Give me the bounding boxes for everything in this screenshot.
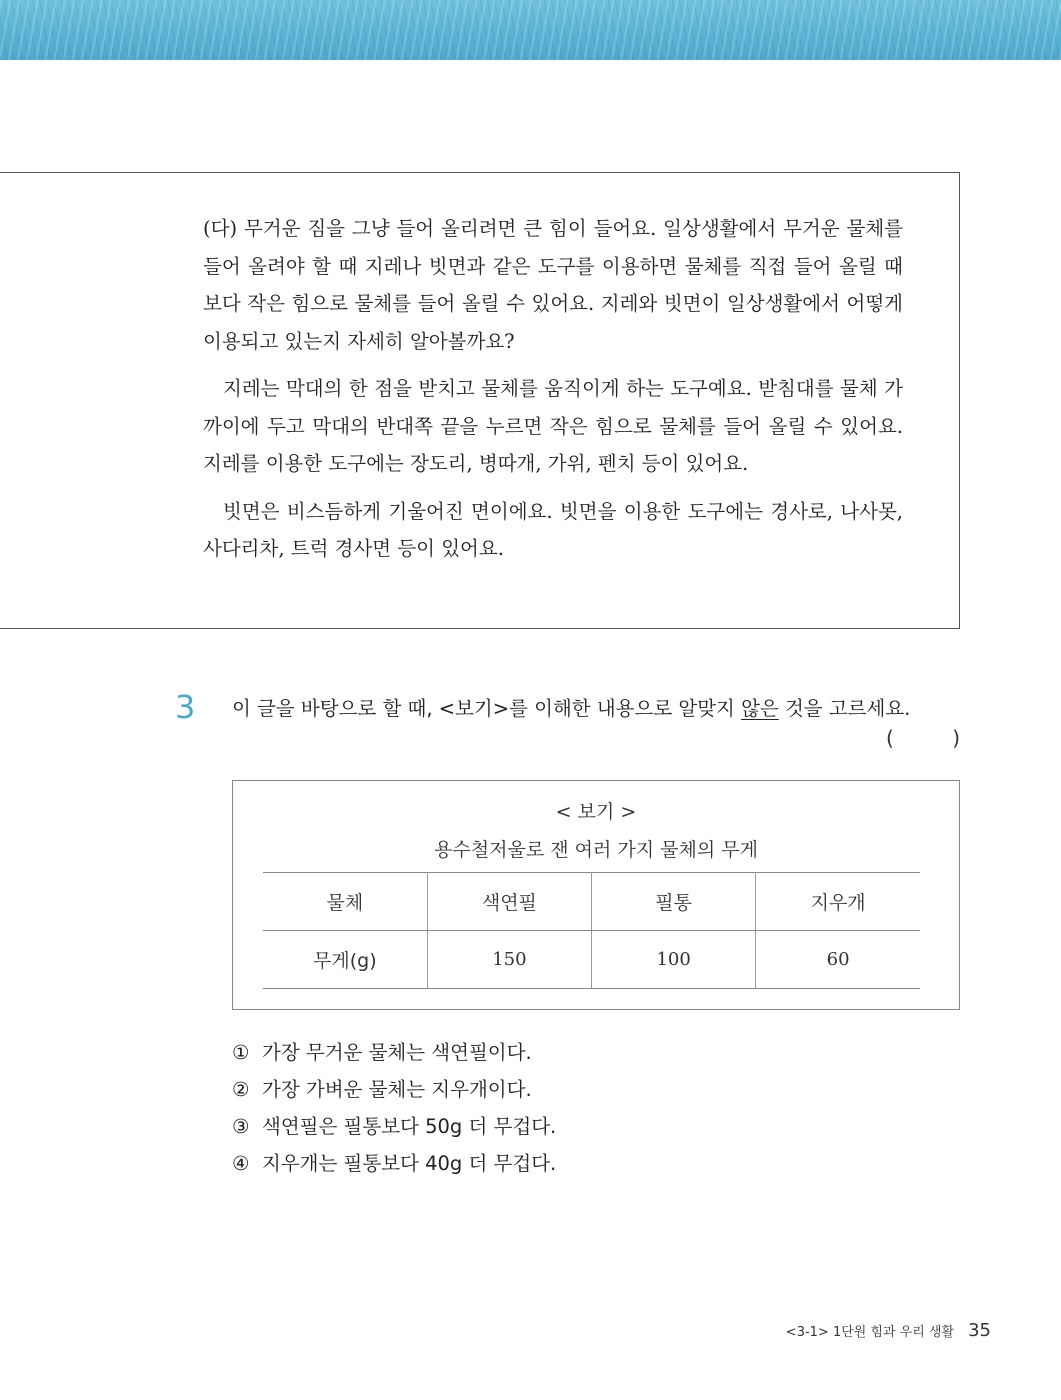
choice-item-1[interactable] [232,1034,932,1071]
table-header-cell: 필통 [592,873,756,931]
page-footer [786,1320,991,1341]
footer-unit-label: <3-1> 1단원 힘과 우리 생활 [785,1325,955,1340]
question-text-before: 이 글을 바탕으로 할 때, <보기>를 이해한 내용으로 알맞지 [232,697,742,720]
answer-paren-close: ) [952,726,960,750]
answer-choices [232,1034,932,1182]
table-row [263,931,920,989]
choice-mark: ④ [232,1152,250,1175]
passage-paragraph-3: 빗면은 비스듬하게 기울어진 면이에요. 빗면을 이용한 도구에는 경사로, 나사못, 사다리차, 트럭 경사면 등이 있어요. [203,499,903,560]
reading-passage [203,210,903,578]
table-header-cell: 지우개 [756,873,920,931]
question-text-underlined: 않은 [741,697,779,720]
answer-paren-open: ( [886,726,894,750]
question-number: 3 [175,688,196,726]
question-text-after: 것을 고르세요. [778,697,911,720]
table-header-row [263,873,920,931]
example-box-title: < 보기 > [555,801,637,823]
choice-mark: ① [232,1041,250,1064]
choice-item-3[interactable] [232,1108,932,1145]
answer-blank[interactable] [886,726,960,750]
choice-text: 가장 무거운 물체는 색연필이다. [262,1041,532,1064]
page-number: 35 [968,1320,991,1341]
table-cell: 60 [756,931,920,989]
choice-text: 색연필은 필통보다 50g 더 무겁다. [262,1115,557,1138]
choice-text: 가장 가벼운 물체는 지우개이다. [262,1078,532,1101]
header-decoration-band [0,0,1061,60]
choice-item-2[interactable] [232,1071,932,1108]
passage-paragraph-1: (다) 무거운 짐을 그냥 들어 올리려면 큰 힘이 들어요. 일상생활에서 무거운 물체를 들어 올려야 할 때 지레나 빗면과 같은 도구를 이용하면 물체를 직접 들어 올릴 때보다 작은 힘으로 물체를 들어 올릴 수 있어요. 지레와 빗면이 일상생활에서 어떻게 이용되고 있는지 자세히 알아볼까요? [203,217,903,353]
choice-mark: ③ [232,1115,250,1138]
table-cell: 150 [427,931,591,989]
passage-paragraph-2: 지레는 막대의 한 점을 받치고 물체를 움직이게 하는 도구예요. 받침대를 물체 가까이에 두고 막대의 반대쪽 끝을 누르면 작은 힘으로 물체를 들어 올릴 수 있어요. 지레를 이용한 도구에는 장도리, 병따개, 가위, 펜치 등이 있어요. [203,377,903,475]
choice-text: 지우개는 필통보다 40g 더 무겁다. [262,1152,557,1175]
table-header-cell: 물체 [263,873,427,931]
table-cell: 100 [592,931,756,989]
example-box [232,780,960,1010]
question-text [232,693,932,721]
choice-item-4[interactable] [232,1145,932,1182]
table-header-cell: 색연필 [427,873,591,931]
table-caption: 용수철저울로 잰 여러 가지 물체의 무게 [434,839,758,861]
choice-mark: ② [232,1078,250,1101]
weight-table [263,872,920,989]
table-cell: 무게(g) [263,931,427,989]
